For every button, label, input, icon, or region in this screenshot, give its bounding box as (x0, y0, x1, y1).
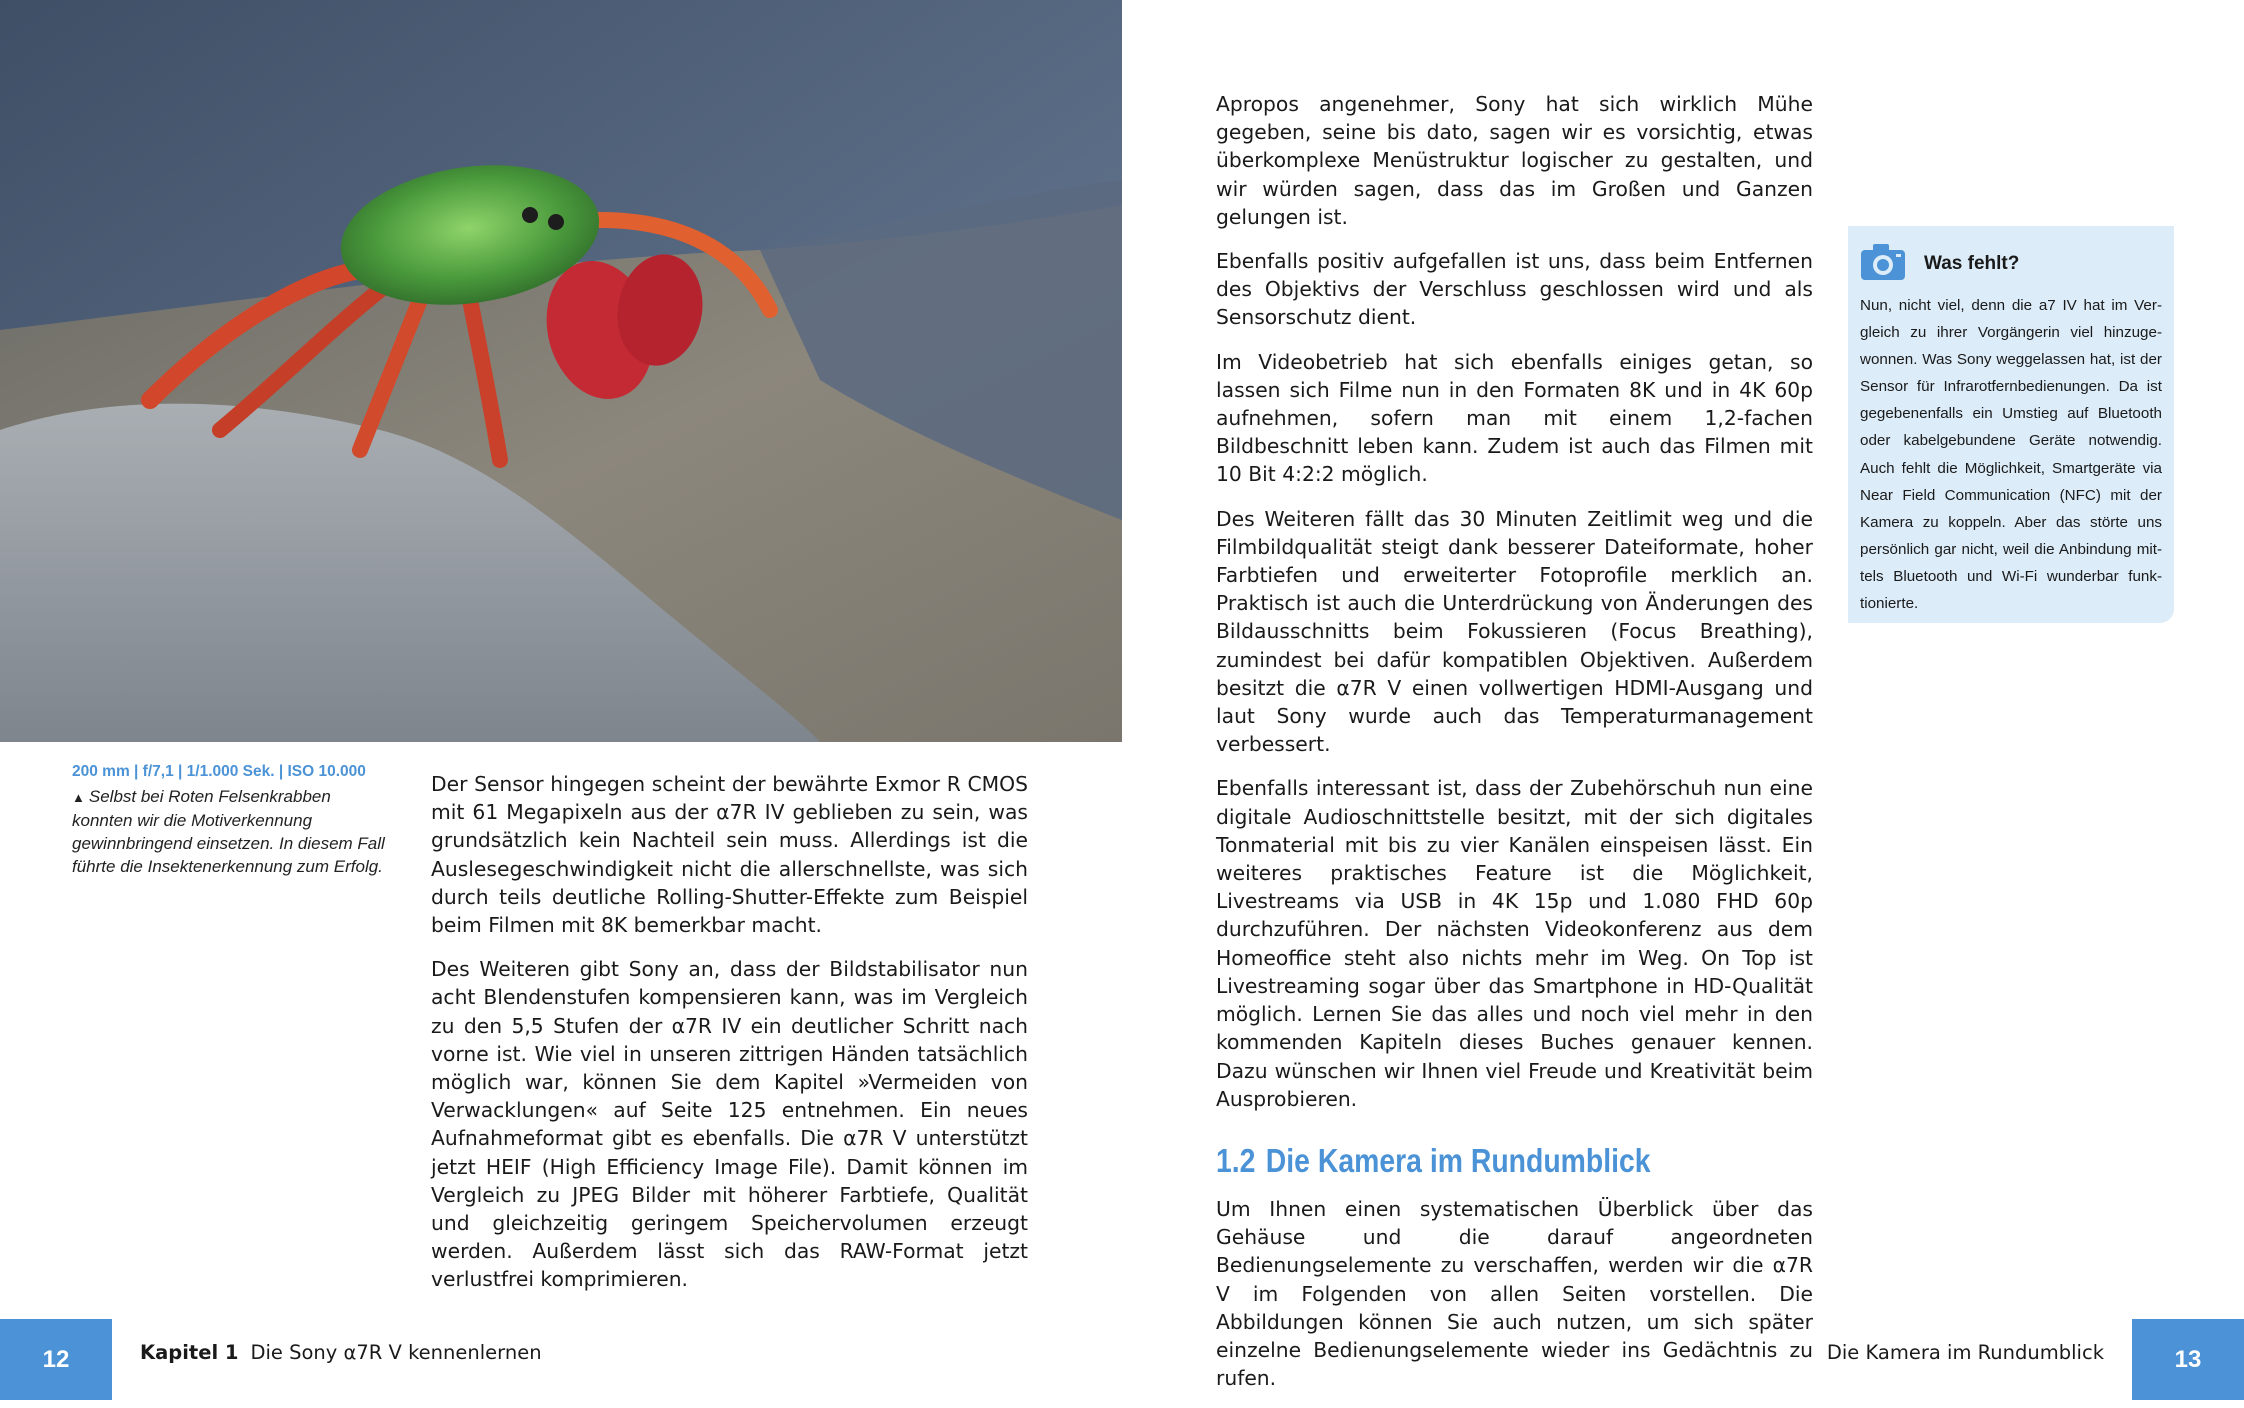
crab-eye (548, 214, 564, 230)
right-page-body (1216, 90, 1813, 1408)
left-page-body (431, 770, 1028, 1310)
photo-caption (72, 760, 392, 878)
caption-text (72, 785, 392, 878)
page-number-right: 13 (2132, 1319, 2244, 1400)
caption-body: Selbst bei Roten Felsenkrabben konnten wir die Motiverkennung gewinnbringend einsetzen. In diesem Fall führte die Insektenerkennung zum Erfolg. (72, 787, 385, 876)
info-box-header (1860, 240, 2162, 288)
caption-marker-icon: ▲ (72, 790, 85, 805)
exif-info: 200 mm | f/7,1 | 1/1.000 Sek. | ISO 10.000 (72, 763, 366, 780)
paragraph: Um Ihnen einen systematischen Überblick über das Gehäuse und die darauf angeordneten Bedienungselemente zu verschaffen, werden wir die α7R V im Folgenden von allen Seiten vorstellen. Die Abbildungen können Sie auch nutzen, um sich später einzelne Bedienungselemente wieder ins Gedächtnis zu rufen. (1216, 1196, 1813, 1391)
info-box-text: Nun, nicht viel, denn die a7 IV hat im Vergleich zu ihrer Vorgängerin viel hinzugewonnen. Was Sony weggelassen hat, ist der Sensor für Infrarotfernbedienungen. Da ist gegebenenfalls ein Umstieg auf Bluetooth oder kabelgebundene Geräte notwendig. Auch fehlt die Möglichkeit, Smartgeräte via Near Field Communication (NFC) mit der Kamera zu koppeln. Aber das störte uns persönlich gar nicht, weil die Anbindung mittels Bluetooth und Wi-Fi wunderbar funktionierte. (1860, 297, 2162, 613)
chapter-title: Die Sony α7R V kennenlernen (250, 1341, 542, 1364)
paragraph: Des Weiteren fällt das 30 Minuten Zeitlimit weg und die Filmbildqualität steigt dank besserer Dateiformate, hoher Farbtiefen und erweiterter Fotoprofile merklich an. Praktisch ist auch die Unterdrückung von Änderungen des Bildausschnitts beim Fokussieren (Focus Breathing), zumindest bei dafür kompatiblen Objektiven. Außerdem besitzt die α7R V einen vollwertigen HDMI-Ausgang und laut Sony wurde auch das Temperaturmanagement verbessert. (1216, 506, 1813, 757)
section-title: Die Kamera im Rundumblick (1265, 1141, 1651, 1179)
paragraph: Der Sensor hingegen scheint der bewährte Exmor R CMOS mit 61 Megapixeln aus der α7R IV geblieben zu sein, was grundsätzlich kein Nachteil sein muss. Allerdings ist die Auslesegeschwindigkeit nicht die allerschnellste, was sich durch teils deutliche Rolling-Shutter-Effekte zum Beispiel beim Filmen mit 8K bemerkbar macht. (431, 772, 1028, 938)
section-heading (1216, 1141, 1729, 1181)
camera-icon (1860, 242, 1906, 287)
info-box-title: Was fehlt? (1924, 253, 2020, 274)
page-number-left: 12 (0, 1319, 112, 1400)
info-box (1848, 226, 2174, 623)
crab-photo (0, 0, 1122, 742)
running-header-right: Die Kamera im Rundumblick (1826, 1341, 2104, 1364)
paragraph: Apropos angenehmer, Sony hat sich wirklich Mühe gegeben, seine bis dato, sagen wir es vorsichtig, etwas überkomplexe Menüstruktur logischer zu gestalten, und wir würden sagen, dass das im Großen und Ganzen gelungen ist. (1216, 92, 1813, 229)
paragraph: Ebenfalls positiv aufgefallen ist uns, dass beim Entfernen des Objektivs der Verschluss geschlossen wird und als Sensorschutz dient. (1216, 249, 1813, 330)
paragraph: Des Weiteren gibt Sony an, dass der Bildstabilisator nun acht Blendenstufen kompensieren kann, was im Vergleich zu den 5,5 Stufen der α7R IV ein deutlicher Schritt nach vorne ist. Wie viel in unseren zittrigen Händen tatsächlich möglich war, können Sie dem Kapitel »Vermeiden von Verwacklungen« auf Seite 125 entnehmen. Ein neues Aufnahmeformat gibt es ebenfalls. Die α7R V unterstützt jetzt HEIF (High Efficiency Image File). Damit können im Vergleich zu JPEG Bilder mit höherer Farbtiefe, Qualität und gleichzeitig geringem Speichervolumen erzeugt werden. Außerdem lässt sich das RAW-Format jetzt verlustfrei komprimieren. (431, 957, 1028, 1292)
paragraph: Ebenfalls interessant ist, dass der Zubehörschuh nun eine digitale Audioschnittstelle besitzt, mit der sich digitales Tonmaterial mit bis zu vier Kanälen einspeisen lässt. Ein weiteres praktisches Feature ist die Möglichkeit, Livestreams via USB in 4K 15p und 1.080 FHD 60p durchzuführen. Der nächsten Videokonferenz aus dem Homeoffice steht also nichts mehr im Weg. On Top ist Livestreaming sogar über das Smartphone in HD-Qualität möglich. Lernen Sie das alles und noch viel mehr in den kommenden Kapiteln dieses Buches genauer kennen. Dazu wünschen wir Ihnen viel Freude und Kreativität beim Ausprobieren. (1216, 776, 1813, 1111)
crab-eye (522, 207, 538, 223)
paragraph: Im Videobetrieb hat sich ebenfalls einiges getan, so lassen sich Filme nun in den Formaten 8K und in 4K 60p aufnehmen, sofern man mit einem 1,2-fachen Bildbeschnitt leben kann. Zudem ist auch das Filmen mit 10 Bit 4:2:2 möglich. (1216, 349, 1813, 487)
section-number: 1.2 (1216, 1141, 1256, 1179)
chapter-label: Kapitel 1 (140, 1341, 239, 1364)
running-header-left (140, 1339, 542, 1367)
